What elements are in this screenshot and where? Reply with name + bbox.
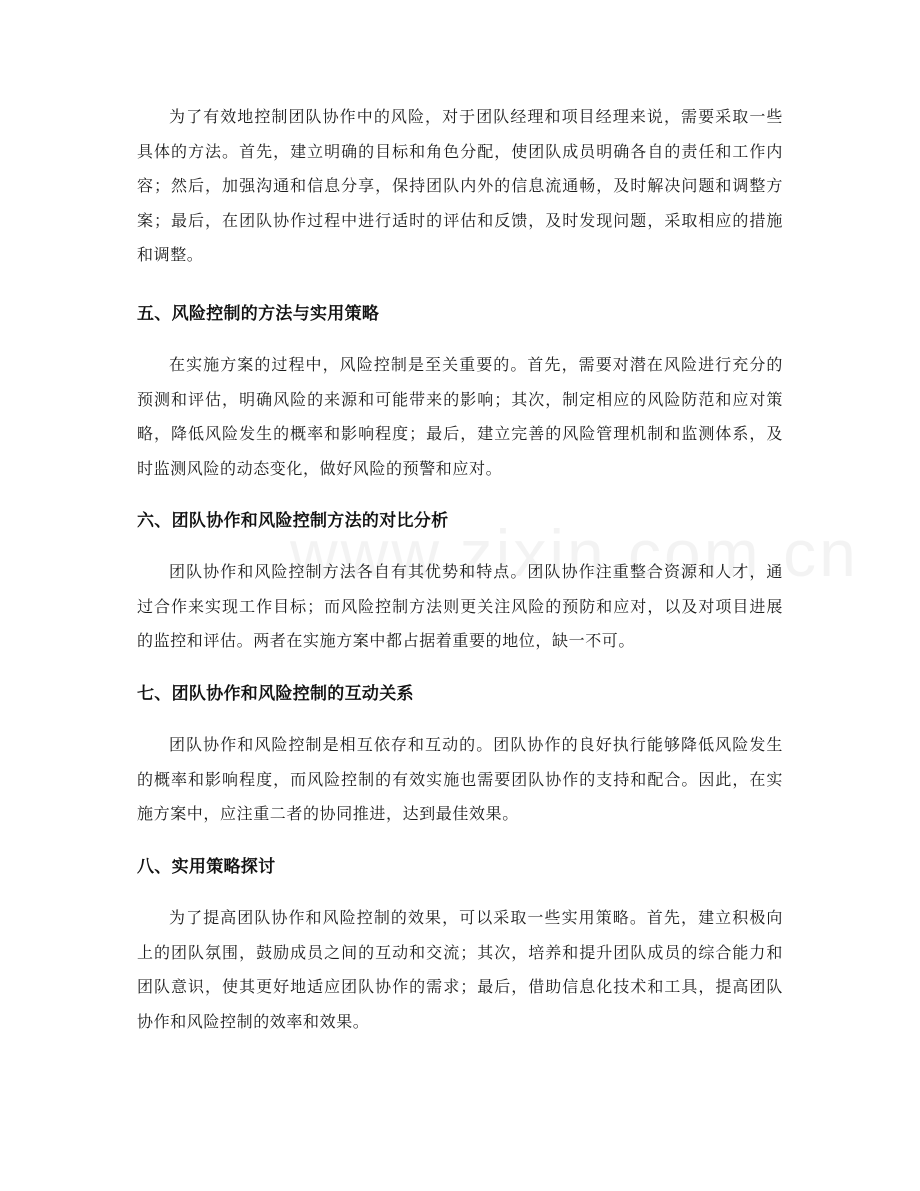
section-body-5: 在实施方案的过程中，风险控制是至关重要的。首先，需要对潜在风险进行充分的预测和评估，明确风险的来源和可能带来的影响；其次，制定相应的风险防范和应对策略，降低风险发生的概率和影响程度；最后，建立完善的风险管理机制和监测体系，及时监测风险的动态变化，做好风险的预警和应对。 (137, 355, 783, 478)
section-body-6: 团队协作和风险控制方法各自有其优势和特点。团队协作注重整合资源和人才，通过合作来实现工作目标；而风险控制方法则更关注风险的预防和应对，以及对项目进展的监控和评估。两者在实施方案中都占据着重要的地位，缺一不可。 (137, 562, 783, 650)
section-6-heading-block (137, 508, 783, 534)
section-heading-6: 六、团队协作和风险控制方法的对比分析 (137, 511, 449, 531)
section-7-heading-block (137, 681, 783, 707)
section-6-body-block (137, 555, 783, 659)
section-5-heading-block (137, 301, 783, 327)
section-heading-8: 八、实用策略探讨 (137, 857, 276, 877)
section-7-body-block (137, 728, 783, 832)
section-8-heading-block (137, 854, 783, 880)
section-heading-7: 七、团队协作和风险控制的互动关系 (137, 684, 414, 704)
intro-paragraph: 为了有效地控制团队协作中的风险，对于团队经理和项目经理来说，需要采取一些具体的方法。首先，建立明确的目标和角色分配，使团队成员明确各自的责任和工作内容；然后，加强沟通和信息分享，保持团队内外的信息流通畅，及时解决问题和调整方案；最后，在团队协作过程中进行适时的评估和反馈，及时发现问题，采取相应的措施和调整。 (137, 107, 783, 264)
intro-block (137, 100, 783, 273)
section-body-8: 为了提高团队协作和风险控制的效果，可以采取一些实用策略。首先，建立积极向上的团队氛围，鼓励成员之间的互动和交流；其次，培养和提升团队成员的综合能力和团队意识，使其更好地适应团队协作的需求；最后，借助信息化技术和工具，提高团队协作和风险控制的效率和效果。 (137, 908, 783, 1031)
section-5-body-block (137, 348, 783, 486)
section-body-7: 团队协作和风险控制是相互依存和互动的。团队协作的良好执行能够降低风险发生的概率和影响程度，而风险控制的有效实施也需要团队协作的支持和配合。因此，在实施方案中，应注重二者的协同推进，达到最佳效果。 (137, 735, 783, 823)
section-8-body-block (137, 901, 783, 1039)
section-heading-5: 五、风险控制的方法与实用策略 (137, 304, 380, 324)
